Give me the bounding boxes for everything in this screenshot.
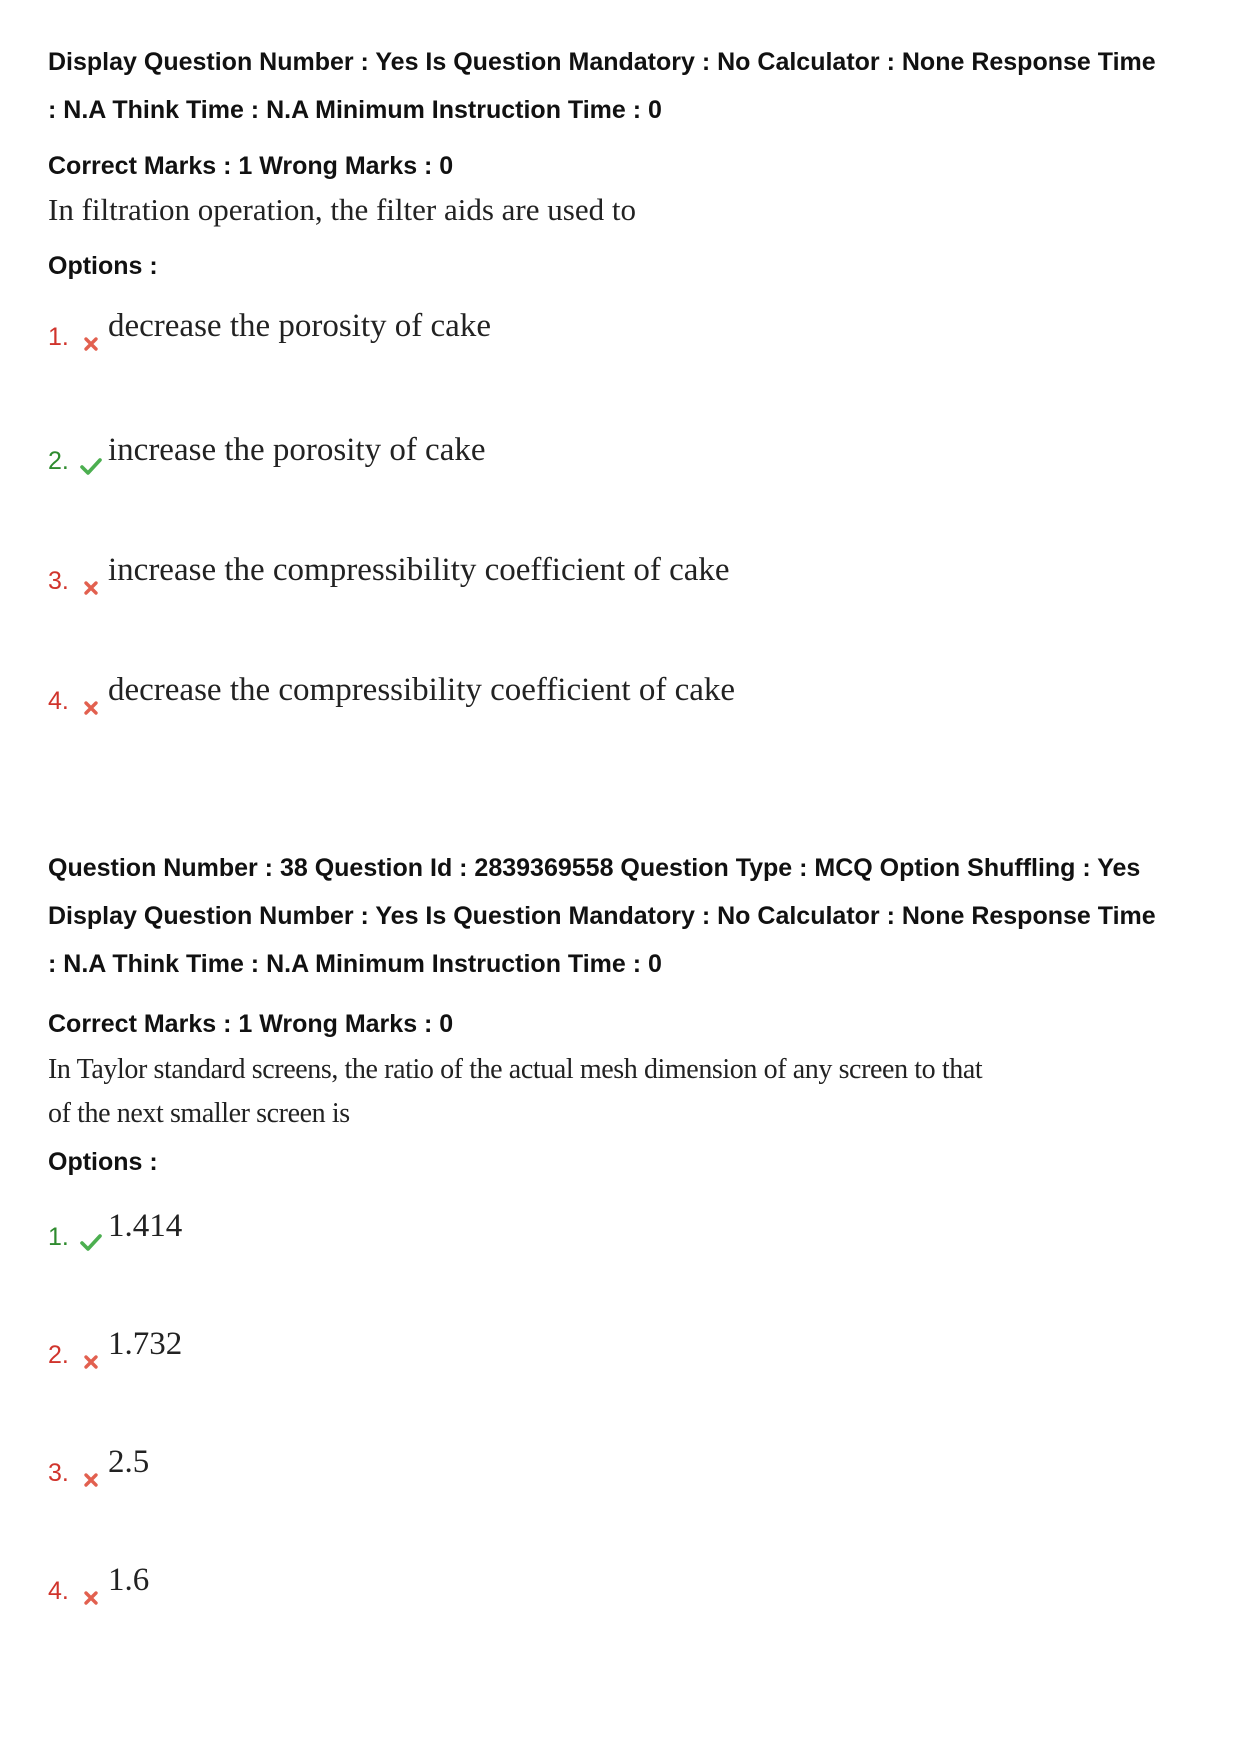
option-number: 1. [48,323,69,351]
q38-meta-line: : N.A Think Time : N.A Minimum Instruction Time : 0 [48,950,662,978]
q37-option-4 [48,670,735,716]
q38-meta-line: Display Question Number : Yes Is Question Mandatory : No Calculator : None Response Time [48,902,1156,930]
option-text: 1.414 [108,1208,183,1244]
cross-icon [78,570,104,596]
q38-meta [48,844,1198,988]
cross-icon [78,1344,104,1370]
q38-option-4 [48,1560,149,1606]
q38-option-2 [48,1324,182,1370]
option-number: 1. [48,1223,69,1251]
q37-marks: Correct Marks : 1 Wrong Marks : 0 [48,152,454,180]
q37-meta [48,38,1198,134]
q38-question-line: of the next smaller screen is [48,1098,350,1129]
q37-meta-line: : N.A Think Time : N.A Minimum Instruction Time : 0 [48,96,662,124]
option-number: 3. [48,567,69,595]
option-text: decrease the porosity of cake [108,308,491,344]
q37-meta-line: Display Question Number : Yes Is Question Mandatory : No Calculator : None Response Time [48,48,1156,76]
option-text: 2.5 [108,1444,150,1480]
option-text: 1.6 [108,1562,150,1598]
cross-icon [78,326,104,352]
cross-icon [78,1462,104,1488]
option-number: 2. [48,447,69,475]
q38-meta-line: Question Number : 38 Question Id : 2839369558 Question Type : MCQ Option Shuffling : Yes [48,854,1141,882]
option-text: 1.732 [108,1326,183,1362]
q37-option-2 [48,430,486,476]
option-number: 3. [48,1459,69,1487]
check-icon [78,450,104,476]
q38-option-1 [48,1206,182,1252]
option-text: decrease the compressibility coefficient of cake [108,672,736,708]
check-icon [78,1226,104,1252]
cross-icon [78,1580,104,1606]
q38-question-line: In Taylor standard screens, the ratio of the actual mesh dimension of any screen to that [48,1054,983,1085]
q37-option-3 [48,550,730,596]
option-number: 4. [48,1577,69,1605]
q37-option-1 [48,306,491,352]
cross-icon [78,690,104,716]
option-text: increase the compressibility coefficient of cake [108,552,730,588]
q37-question-text: In filtration operation, the filter aids are used to [48,192,636,227]
q38-option-3 [48,1442,149,1488]
option-number: 2. [48,1341,69,1369]
option-text: increase the porosity of cake [108,432,486,468]
q38-marks: Correct Marks : 1 Wrong Marks : 0 [48,1010,454,1038]
q38-question-text [48,1048,1198,1136]
q37-options-label: Options : [48,252,158,280]
q38-options-label: Options : [48,1148,158,1176]
option-number: 4. [48,687,69,715]
